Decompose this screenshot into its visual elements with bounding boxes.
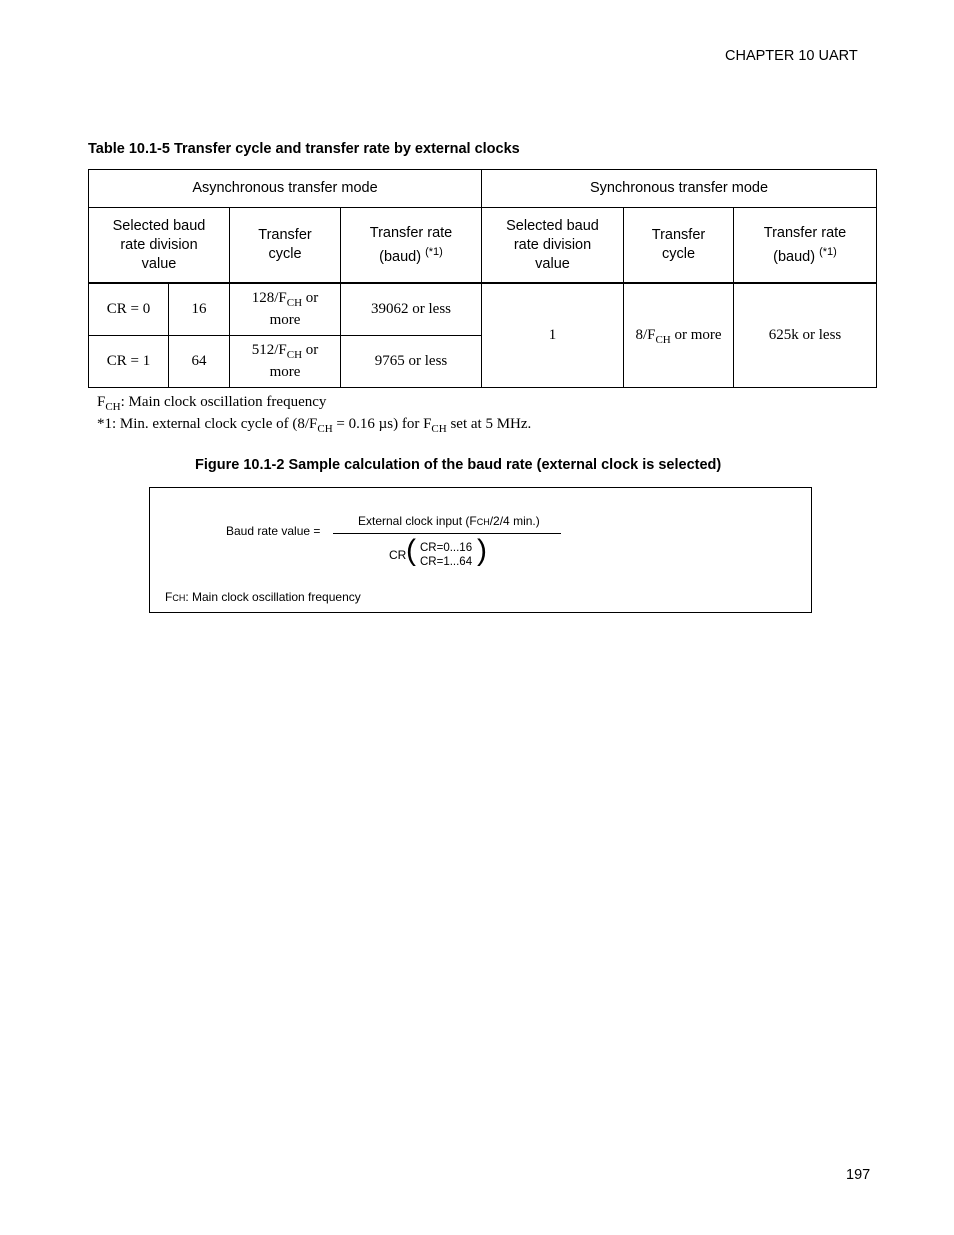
paren-open: ( [406,534,416,567]
note-footnote-1: *1: Min. external clock cycle of ($8/F_{CH} = 0.16$ µs) for $F_{CH}$ set at 5 MHz. [97,416,532,435]
table-row [89,283,877,335]
division-cell: 64 [169,335,230,387]
figure-title: Figure 10.1-2 Sample calculation of the baud rate (external clock is selected) [195,457,722,473]
group-header-async: Asynchronous transfer mode [89,170,482,208]
baud-rate-formula-box [149,487,812,613]
note-mark: (*1) [819,245,837,258]
rate-cell: 39062 or less [341,283,482,335]
sync-cycle-cell: $8/F_{CH}$ or more [624,283,734,387]
col-header-async-division: Selected baud rate division value [89,208,230,283]
division-cell: 16 [169,283,230,335]
sync-rate-cell: 625k or less [734,283,877,387]
formula-denominator-values: CR=0...16 CR=1...64 [420,542,473,568]
chapter-header: CHAPTER 10 UART [725,48,858,64]
table-notes [97,392,531,436]
transfer-rate-table [88,169,877,388]
paren-close: ) [477,534,487,567]
col-header-async-rate: Transfer rate (baud) $^{(*1)}$ [341,208,482,283]
cr-cell: CR = 1 [89,335,169,387]
col-header-async-cycle: Transfer cycle [230,208,341,283]
table-title: Table 10.1-5 Transfer cycle and transfer rate by external clocks [88,141,520,157]
figure-footnote: FCH: Main clock oscillation frequency [165,590,361,604]
cycle-cell: $512/F_{CH}$ or more [230,335,341,387]
col-header-sync-division: Selected baud rate division value [482,208,624,283]
col-header-sync-cycle: Transfer cycle [624,208,734,283]
note-mark: (*1) [425,245,443,258]
rate-cell: 9765 or less [341,335,482,387]
formula-denominator-cr: CR [389,548,407,562]
sync-division-cell: 1 [482,283,624,387]
formula-lhs: Baud rate value = [226,524,321,538]
group-header-sync: Synchronous transfer mode [482,170,877,208]
cr-cell: CR = 0 [89,283,169,335]
cycle-cell: $128/F_{CH}$ or more [230,283,341,335]
note-fch: $F_{CH}$: Main clock oscillation frequency [97,394,327,413]
fraction-line [333,533,561,534]
page-number: 197 [846,1167,871,1183]
formula-numerator: External clock input (FCH/2/4 min.) [358,514,540,528]
col-header-sync-rate: Transfer rate (baud) $^{(*1)}$ [734,208,877,283]
